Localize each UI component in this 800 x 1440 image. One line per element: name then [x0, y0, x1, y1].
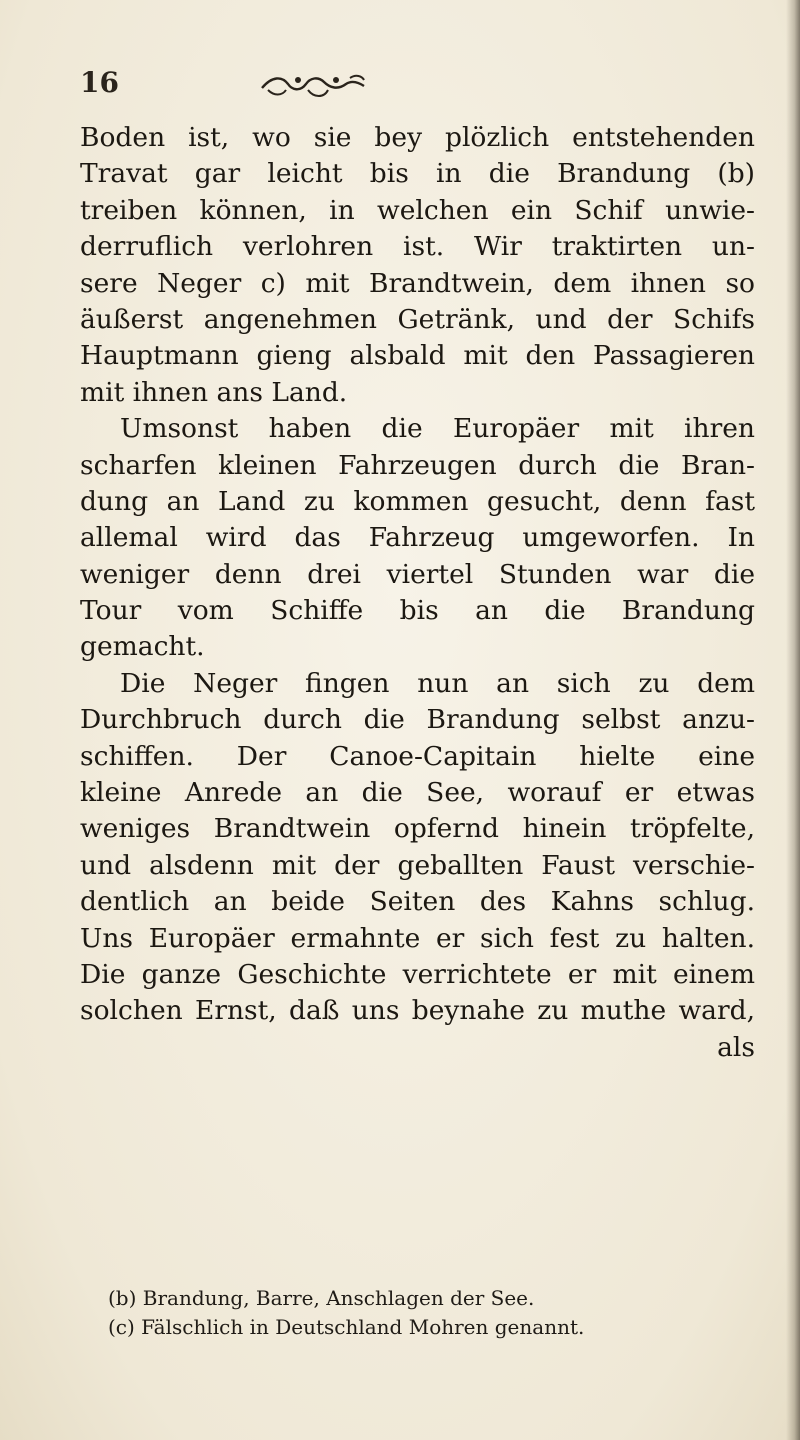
- page-header: [80, 66, 720, 106]
- catchword: als: [717, 1031, 755, 1063]
- text-line: weniges Brandtwein opfernd hinein tröpfelte,: [80, 813, 755, 845]
- text-line: äußerst angenehmen Getränk, und der Schifs: [80, 303, 755, 335]
- text-line: und alsdenn mit der geballten Faust verschie-: [80, 849, 755, 881]
- text-line: Travat gar leicht bis in die Brandung (b): [80, 158, 755, 190]
- text-line: allemal wird das Fahrzeug umgeworfen. In: [80, 522, 755, 554]
- text-line: Die Neger fingen nun an sich zu dem: [120, 667, 755, 699]
- text-line: Uns Europäer ermahnte er sich fest zu halten.: [80, 922, 755, 954]
- text-line: Hauptmann gieng alsbald mit den Passagieren: [80, 340, 755, 372]
- footnote-c: (c) Fälschlich in Deutschland Mohren genannt.: [108, 1315, 585, 1339]
- text-line: gemacht.: [80, 631, 205, 663]
- text-line: mit ihnen ans Land.: [80, 376, 348, 408]
- main-text: [80, 120, 755, 1066]
- footnotes: [108, 1284, 768, 1342]
- text-line: sere Neger c) mit Brandtwein, dem ihnen so: [80, 267, 755, 299]
- text-line: treiben können, in welchen ein Schif unwie-: [80, 194, 755, 226]
- footnote-b: (b) Brandung, Barre, Anschlagen der See.: [108, 1286, 535, 1310]
- text-line: Boden ist, wo sie bey plözlich entstehenden: [80, 122, 755, 153]
- text-line: schiffen. Der Canoe-Capitain hielte eine: [80, 740, 755, 772]
- text-line: solchen Ernst, daß uns beynahe zu muthe ward,: [80, 995, 755, 1027]
- text-line: dentlich an beide Seiten des Kahns schlug.: [80, 886, 755, 918]
- text-line: kleine Anrede an die See, worauf er etwas: [80, 777, 755, 809]
- printer-ornament-icon: [258, 70, 368, 100]
- text-line: Durchbruch durch die Brandung selbst anzu-: [80, 704, 755, 736]
- page-number: 16: [80, 66, 119, 99]
- text-line: weniger denn drei viertel Stunden war die: [80, 558, 755, 590]
- text-line: derruflich verlohren ist. Wir traktirten un-: [80, 231, 755, 263]
- text-line: scharfen kleinen Fahrzeugen durch die Bran-: [80, 449, 755, 481]
- page-edge-shadow: [786, 0, 800, 1440]
- text-line: Die ganze Geschichte verrichtete er mit einem: [80, 958, 755, 990]
- text-line: Tour vom Schiffe bis an die Brandung: [80, 595, 755, 627]
- text-line: Umsonst haben die Europäer mit ihren: [120, 413, 755, 445]
- text-line: dung an Land zu kommen gesucht, denn fast: [80, 485, 755, 517]
